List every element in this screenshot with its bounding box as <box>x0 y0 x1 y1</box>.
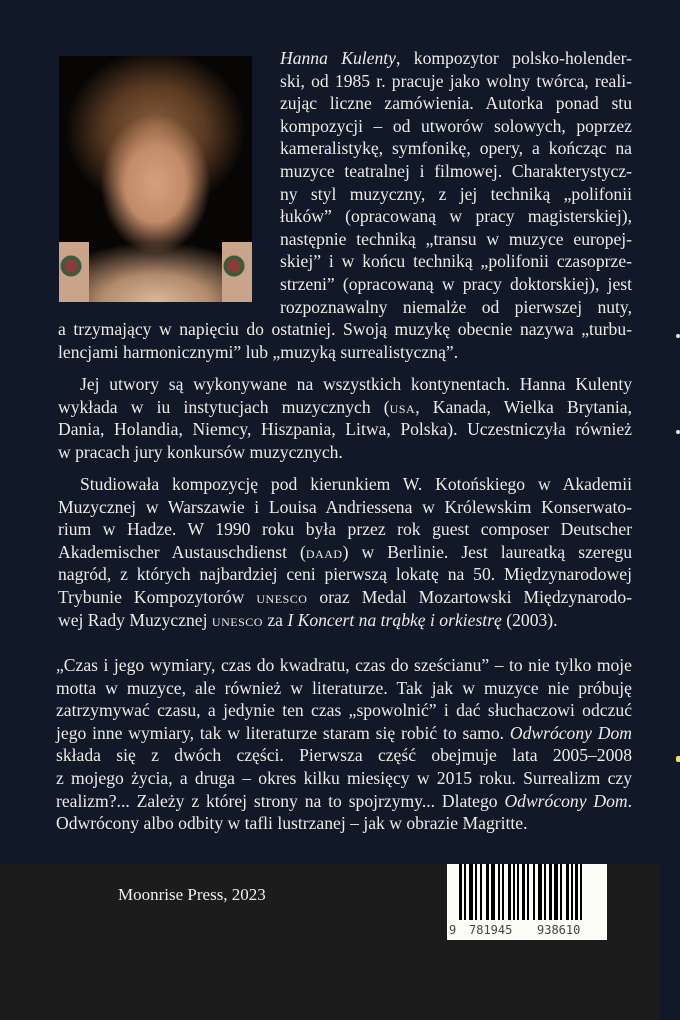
abbr-usa: usa <box>389 396 416 417</box>
text-fragment: jego inne wymiary, tak w literaturze staram się robić to samo. <box>56 722 510 743</box>
author-quote <box>56 654 632 835</box>
text-fragment: wej Rady Muzycznej <box>58 609 212 630</box>
text-fragment: (2003). <box>501 609 558 630</box>
bio-line: lencjami harmonicznymi” lub „muzyką surrealistyczną”. <box>58 341 459 362</box>
bio-line: kameralistykę, symfonikę, opery, a kończąc na <box>280 138 632 159</box>
author-photo <box>59 56 252 302</box>
bio-line: ny styl muzyczny, z jej techniką „polifonii <box>280 183 632 204</box>
bio-line: ski, od 1985 r. pracuje jako wolny twórca, reali- <box>280 70 632 91</box>
education-paragraph <box>58 473 632 631</box>
bio-continuation <box>58 318 632 363</box>
text-fragment: realizm?... Zależy z której strony na to spojrzymy... Dlatego <box>56 790 505 811</box>
isbn-group-1: 781945 <box>469 923 513 937</box>
bio-line: muzyce teatralnej i filmowej. Charakterystycz- <box>280 160 632 181</box>
isbn-prefix: 9 <box>449 923 457 937</box>
text-line: Dania, Holandia, Niemcy, Hiszpania, Litwa, Polska). Uczestniczyła również <box>58 419 632 440</box>
quote-line: składa się z dwóch części. Pierwsza część obejmuje lata 2005–2008 <box>56 745 632 766</box>
edge-mark <box>676 334 680 338</box>
author-name: Hanna Kulenty <box>280 48 396 68</box>
isbn-barcode <box>447 864 607 940</box>
bio-line: , kompozytor polsko-holender- <box>396 48 633 68</box>
isbn-group-2: 938610 <box>537 923 581 937</box>
abbr-unesco: unesco <box>256 586 308 607</box>
quote-line: zatrzymywać czasu, a jedynie ten czas „spowolnić” i dać słuchaczowi odczuć <box>56 700 632 721</box>
abbr-unesco: unesco <box>211 609 263 630</box>
bio-line: kompozycji – od utworów solowych, poprzez <box>280 115 632 136</box>
quote-line: Odwrócony albo odbity w tafli lustrzanej – jak w obrazie Magritte. <box>56 813 528 834</box>
text-fragment: Trybunie Kompozytorów <box>58 586 257 607</box>
text-fragment: ) w Berlinie. Jest laureatką szeregu <box>342 541 632 562</box>
blouse-pattern-right <box>222 242 252 302</box>
bio-line: strzeni” (opracowaną w pracy doktorskiej), jest <box>280 273 632 294</box>
work-title: I Koncert na trąbkę i orkiestrę <box>287 609 502 630</box>
book-title: Odwrócony Dom <box>504 790 628 811</box>
publisher-imprint: Moonrise Press, 2023 <box>118 885 266 904</box>
text-fragment: wykłada w iu instytucjach muzycznych ( <box>58 396 390 417</box>
performances-paragraph <box>58 373 632 463</box>
barcode-bars <box>459 864 605 920</box>
bio-paragraph <box>280 47 632 318</box>
text-line: nagród, z których najbardziej ceni pierwszą lokatę na 50. Międzynarodowej <box>58 564 632 585</box>
quote-line: z mojego życia, a druga – okres kilku miesięcy w 2015 roku. Surrealizm czy <box>56 767 632 788</box>
bio-line: zując liczne zamówienia. Autorka ponad stu <box>280 93 632 114</box>
bio-line: łuków” (opracowaną w pracy magisterskiej), <box>280 206 632 227</box>
text-fragment: za <box>262 609 288 630</box>
bio-line: rozpoznawalny niemalże od pierwszej nuty, <box>280 296 632 317</box>
bio-line: następnie techniką „transu w muzyce europej- <box>280 228 632 249</box>
text-line: rium w Hadze. W 1990 roku była przez rok guest composer Deutscher <box>58 519 632 540</box>
text-fragment: . <box>627 790 632 811</box>
text-line: Jej utwory są wykonywane na wszystkich kontynentach. Hanna Kulenty <box>80 374 632 394</box>
text-fragment: , Kanada, Wielka Brytania, <box>415 396 632 417</box>
text-line: w pracach jury konkursów muzycznych. <box>58 441 343 462</box>
edge-mark <box>676 430 680 434</box>
quote-line: motta w muzyce, ale również w literaturze. Tak jak w muzyce nie próbuję <box>56 677 632 698</box>
abbr-daad: daad <box>305 541 343 562</box>
edge-mark-yellow <box>676 756 680 762</box>
book-title: Odwrócony Dom <box>509 722 632 743</box>
bio-line: a trzymający w napięciu do ostatniej. Swoją muzykę obecnie nazywa „turbu- <box>58 319 632 339</box>
text-line: Muzycznej w Warszawie i Louisa Andriessena w Królewskim Konserwato- <box>58 496 632 517</box>
text-line: Studiowała kompozycję pod kierunkiem W. Kotońskiego w Akademii <box>80 474 632 494</box>
text-fragment: oraz Medal Mozartowski Międzynarodo- <box>307 586 632 607</box>
quote-line: „Czas i jego wymiary, czas do kwadratu, czas do sześcianu” – to nie tylko moje <box>56 655 632 675</box>
bio-line: skiej” i w końcu techniką „polifonii czasoprze- <box>280 251 632 272</box>
text-fragment: Akademischer Austauschdienst ( <box>58 541 306 562</box>
blouse-pattern-left <box>59 242 89 302</box>
